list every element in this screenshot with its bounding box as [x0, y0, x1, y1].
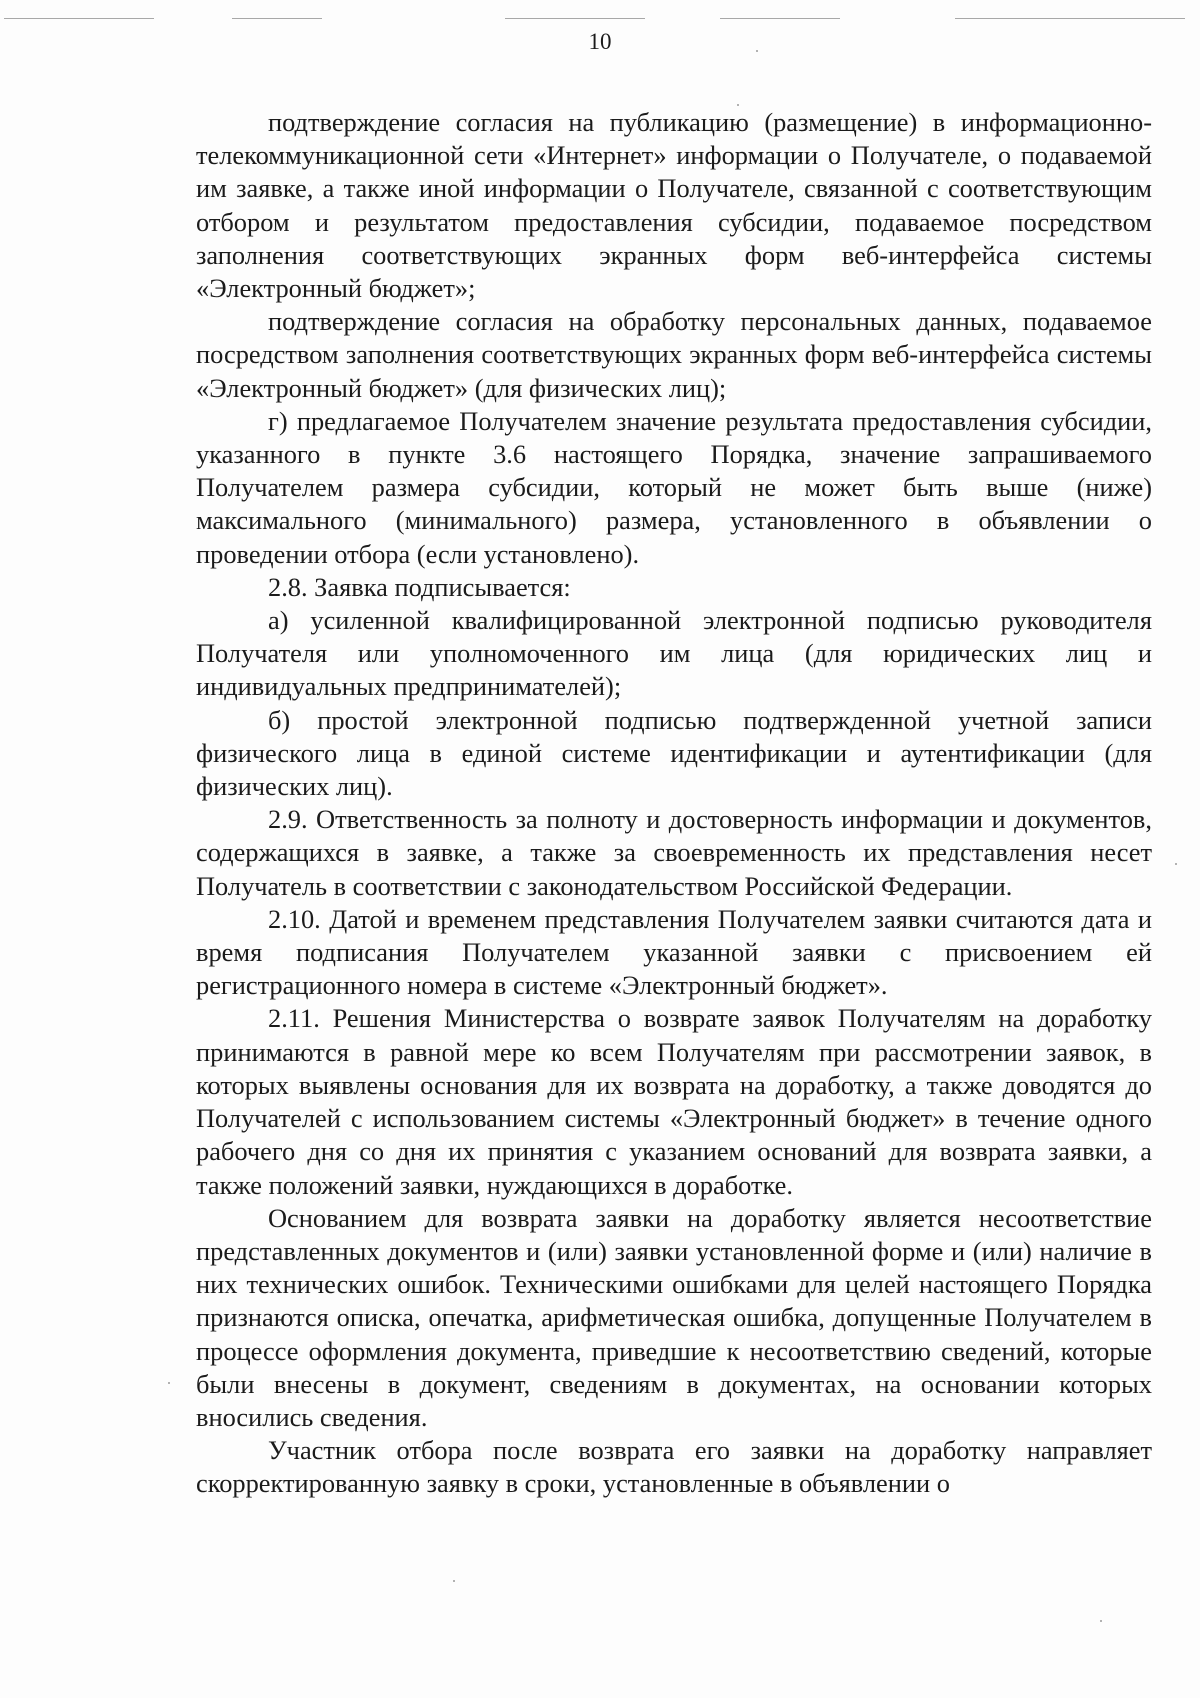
- scan-speck: [1175, 863, 1177, 865]
- paragraph: Участник отбора после возврата его заявки на доработку направляет скорректированную заявку в сроки, установленные в объявлении о: [196, 1435, 1152, 1499]
- paragraph: подтверждение согласия на публикацию (размещение) в информационно-телекоммуникационной сети «Интернет» информации о Получателе, о подаваемой им заявке, а также иной информации о Получателе, связанной с соответствующим отбором и результатом предоставления субсидии, подаваемое посредством заполнения соответствующих экранных форм веб-интерфейса системы «Электронный бюджет»;: [196, 107, 1152, 304]
- document-body: [196, 106, 1152, 1501]
- scan-edge-artifact: [0, 12, 1200, 22]
- page-number: 10: [588, 29, 612, 54]
- paragraph: Основанием для возврата заявки на доработку является несоответствие представленных документов и (или) заявки установленной форме и (или) наличие в них технических ошибок. Техническими ошибками для целей настоящего Порядка признаются описка, опечатка, арифметическая ошибка, допущенные Получателем в процессе оформления документа, приведшие к несоответствию сведений, которые были внесены в документ, сведениям в документах, на основании которых вносились сведения.: [196, 1202, 1152, 1432]
- paragraph: подтверждение согласия на обработку персональных данных, подаваемое посредством заполнения соответствующих экранных форм веб-интерфейса системы «Электронный бюджет» (для физических лиц);: [196, 306, 1152, 403]
- paragraph: г) предлагаемое Получателем значение результата предоставления субсидии, указанного в пункте 3.6 настоящего Порядка, значение запрашиваемого Получателем размера субсидии, который не может быть выше (ниже) максимального (минимального) размера, установленного в объявлении о проведении отбора (если установлено).: [196, 405, 1152, 569]
- paragraph: 2.10. Датой и временем представления Получателем заявки считаются дата и время подписания Получателем указанной заявки с присвоением ей регистрационного номера в системе «Электронный бюджет».: [196, 903, 1152, 1001]
- paragraph: 2.9. Ответственность за полноту и достоверность информации и документов, содержащихся в заявке, а также за своевременность их представления несет Получатель в соответствии с законодательством Российской Федерации.: [196, 804, 1152, 901]
- scan-speck: [756, 50, 758, 52]
- paragraph: 2.11. Решения Министерства о возврате заявок Получателям на доработку принимаются в равной мере ко всем Получателям при рассмотрении заявок, в которых выявлены основания для их возврата на доработку, а также доводятся до Получателей с использованием системы «Электронный бюджет» в течение одного рабочего дня со дня их принятия с указанием оснований для возврата заявки, а также положений заявки, нуждающихся в доработке.: [196, 1003, 1152, 1200]
- paragraph: б) простой электронной подписью подтвержденной учетной записи физического лица в единой системе идентификации и аутентификации (для физических лиц).: [196, 704, 1152, 802]
- scan-speck: [737, 104, 739, 106]
- scan-speck: [1100, 1620, 1102, 1622]
- section-heading: 2.8. Заявка подписывается:: [268, 571, 571, 602]
- scan-speck: [453, 1580, 455, 1582]
- paragraph: а) усиленной квалифицированной электронной подписью руководителя Получателя или уполномоченного им лица (для юридических лиц и индивидуальных предпринимателей);: [196, 605, 1152, 702]
- scan-speck: [168, 1382, 170, 1384]
